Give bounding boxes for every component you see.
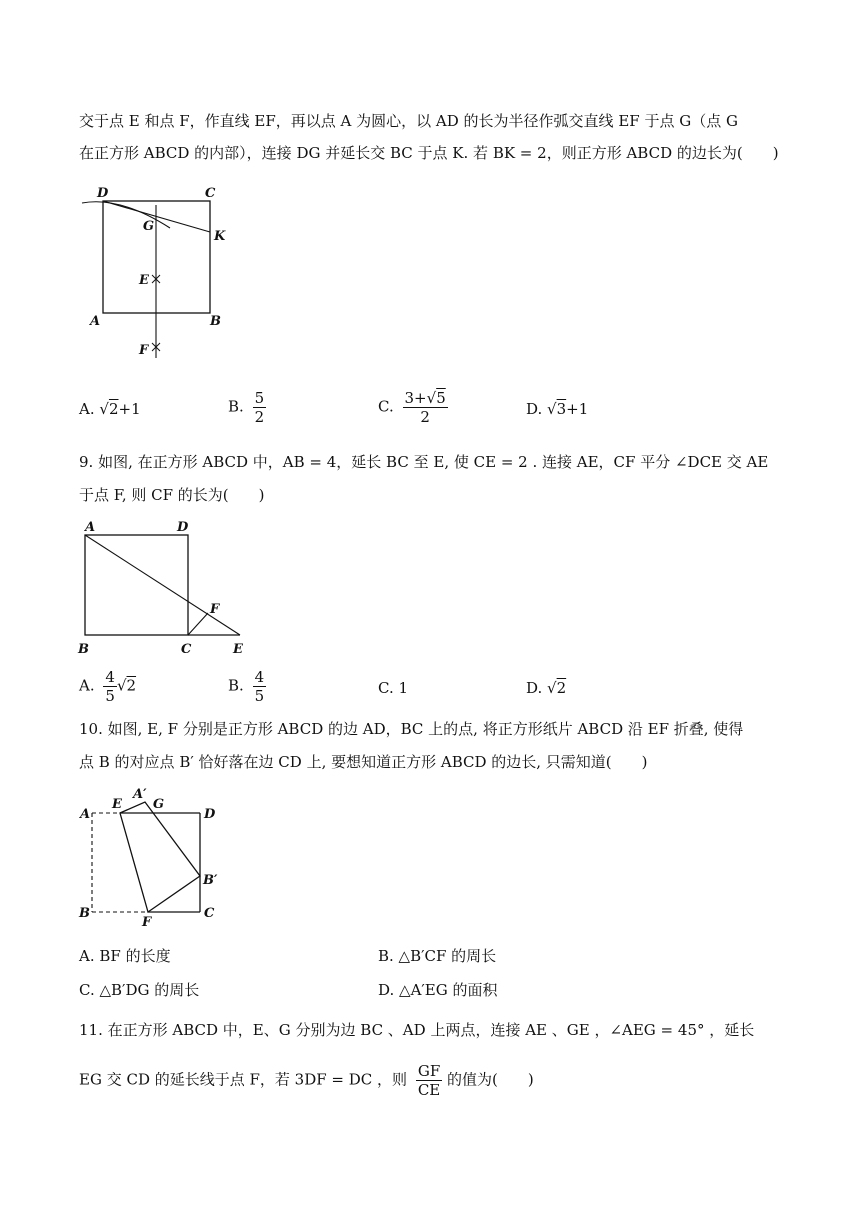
q10-text-line2: 点 B 的对应点 B′ 恰好落在边 CD 上, 要想知道正方形 ABCD 的边长, 只需知道( ) xyxy=(79,753,648,771)
q8-label-a: A xyxy=(90,314,101,329)
q9-text-line1: 9. 如图, 在正方形 ABCD 中，AB = 4，延长 BC 至 E, 使 CE = 2 . 连接 AE，CF 平分 ∠DCE 交 AE xyxy=(79,453,769,471)
q11-fraction: $\frac{GF}{CE}$ xyxy=(417,1062,441,1099)
q9-label-c: C xyxy=(181,642,192,657)
q8-figure xyxy=(78,180,238,365)
q9-label-f: F xyxy=(210,602,220,617)
q8-option-d: D. √3+1 xyxy=(526,400,589,418)
q9-figure xyxy=(76,515,256,658)
q10-option-b: B. △B′CF 的周长 xyxy=(378,947,497,965)
q8-arc xyxy=(82,202,170,228)
q10-option-d: D. △A′EG 的面积 xyxy=(378,981,498,999)
q8-label-b: B xyxy=(210,314,221,329)
q10-figure xyxy=(76,783,226,928)
q10-label-e: E xyxy=(112,797,122,812)
q8-option-c: C. $\frac{3+√5}{2}$ xyxy=(378,389,446,426)
q8-text-line1: 交于点 E 和点 F，作直线 EF，再以点 A 为圆心，以 AD 的长为半径作弧交直线 EF 于点 G（点 G xyxy=(79,112,738,130)
q8-label-k: K xyxy=(214,229,226,244)
q8-label-f: F xyxy=(139,343,149,358)
q10-label-a: A xyxy=(80,807,91,822)
q10-label-c: C xyxy=(204,906,215,921)
q8-label-e: E xyxy=(139,273,149,288)
q8-label-d: D xyxy=(97,186,109,201)
q10-label-d: D xyxy=(204,807,216,822)
q9-square xyxy=(85,535,188,635)
q10-option-a: A. BF 的长度 xyxy=(79,947,171,965)
q9-text-line2: 于点 F, 则 CF 的长为( ) xyxy=(79,486,265,504)
q10-label-a-prime: A′ xyxy=(133,787,147,802)
q9-option-c: C. 1 xyxy=(378,679,409,697)
q8-text-line2: 在正方形 ABCD 的内部），连接 DG 并延长交 BC 于点 K. 若 BK = 2，则正方形 ABCD 的边长为( ) xyxy=(79,144,779,162)
q9-label-a: A xyxy=(85,520,96,535)
q10-label-g: G xyxy=(153,797,165,812)
q9-line-ae xyxy=(85,535,240,635)
q9-label-b: B xyxy=(78,642,89,657)
q8-option-a: A. √2+1 xyxy=(79,400,141,418)
q9-label-d: D xyxy=(177,520,189,535)
q9-option-b: B. $\frac{4}{5}$ xyxy=(228,668,265,705)
q10-text-line1: 10. 如图, E, F 分别是正方形 ABCD 的边 AD，BC 上的点, 将正方形纸片 ABCD 沿 EF 折叠, 使得 xyxy=(79,720,744,738)
q11-text-line2: EG 交 CD 的延长线于点 F，若 3DF = DC ，则 $\frac{GF}{CE}$ 的值为( ) xyxy=(79,1062,534,1099)
q8-label-c: C xyxy=(205,186,216,201)
q9-option-d: D. √2 xyxy=(526,679,567,697)
q10-option-c: C. △B′DG 的周长 xyxy=(79,981,200,999)
q8-option-b: B. $\frac{5}{2}$ xyxy=(228,389,265,426)
q9-option-a: A. $\frac{4}{5}$ √2 xyxy=(79,668,137,705)
q11-text-line1: 11. 在正方形 ABCD 中，E、G 分别为边 BC 、AD 上两点，连接 AE 、GE ，∠AEG = 45° ，延长 xyxy=(79,1021,755,1039)
q10-label-b-prime: B′ xyxy=(203,873,218,888)
q9-line-cf xyxy=(188,613,208,635)
q10-label-f: F xyxy=(142,915,152,928)
q10-label-b: B xyxy=(79,906,90,921)
q9-label-e: E xyxy=(233,642,243,657)
q10-folded-shape xyxy=(120,802,200,912)
q8-label-g: G xyxy=(143,219,155,234)
